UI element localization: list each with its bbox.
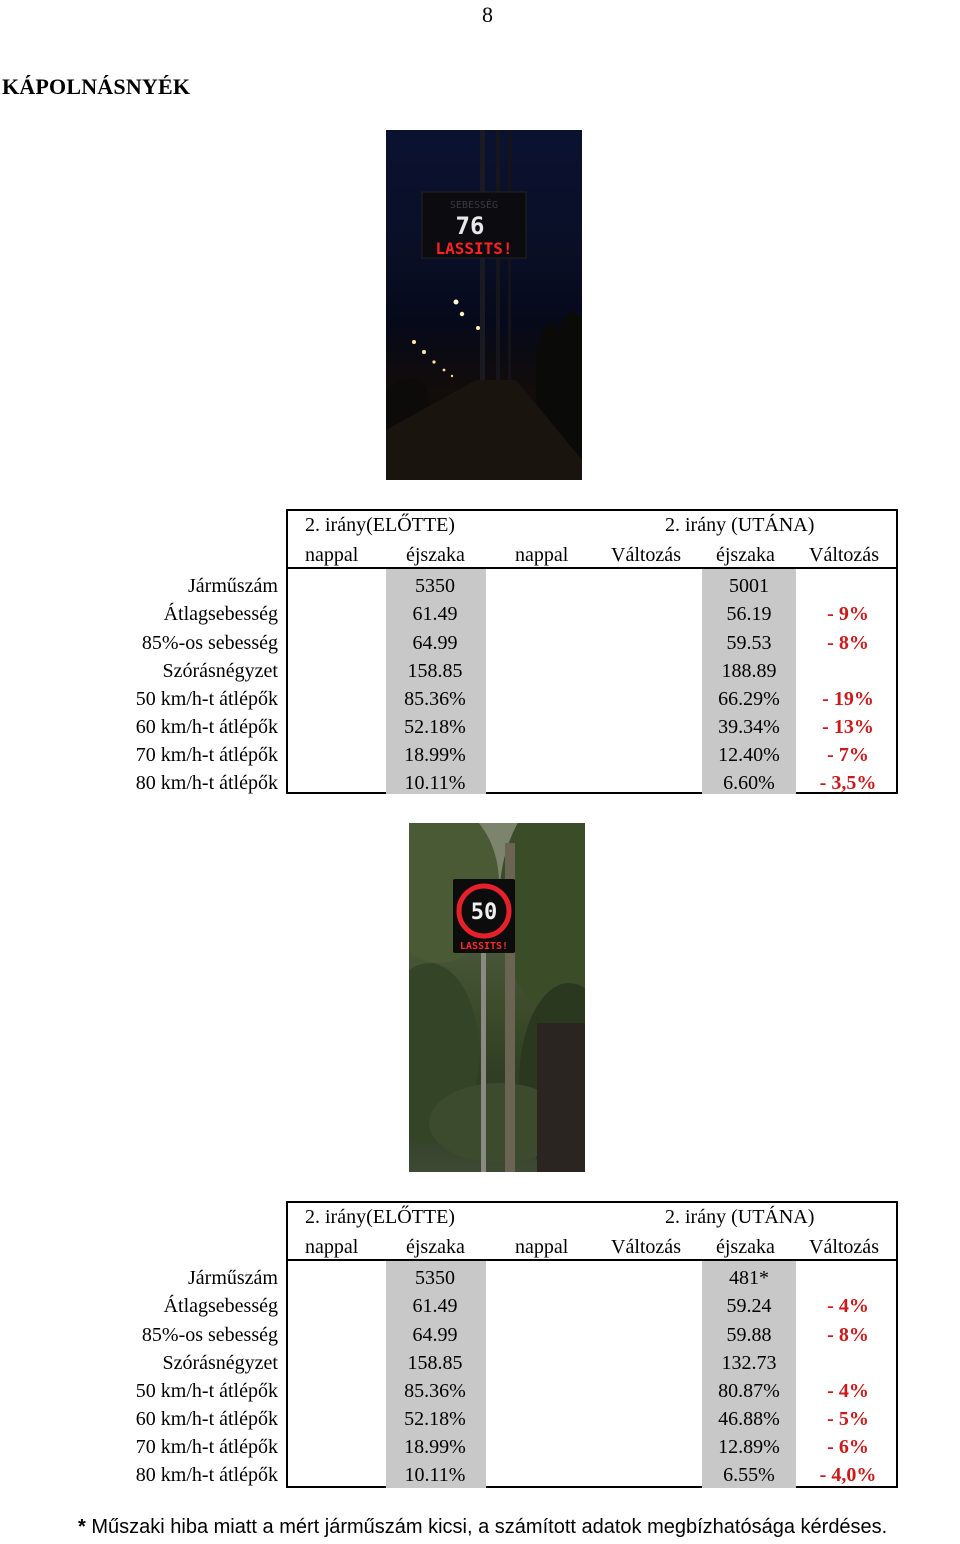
column-header: Változás xyxy=(611,1236,681,1258)
night-speed-sign-photo xyxy=(386,130,582,480)
row-label: Járműszám xyxy=(188,1267,278,1289)
before-night-value: 5350 xyxy=(415,575,455,597)
row-label: Átlagsebesség xyxy=(163,1295,278,1317)
change-value: - 4% xyxy=(827,1295,869,1317)
column-header: nappal xyxy=(305,544,359,566)
column-header: éjszaka xyxy=(716,1236,775,1258)
row-label: Szórásnégyzet xyxy=(162,1352,278,1374)
direction-after-heading: 2. irány (UTÁNA) xyxy=(665,1206,815,1228)
header-divider xyxy=(286,567,898,569)
before-night-value: 52.18% xyxy=(404,1408,466,1430)
footnote-text: Műszaki hiba miatt a mért járműszám kicsi, a számított adatok megbízhatósága kérdéses. xyxy=(91,1516,888,1538)
before-night-value: 158.85 xyxy=(407,660,463,682)
after-night-value: 39.34% xyxy=(718,716,780,738)
before-night-value: 18.99% xyxy=(404,1436,466,1458)
row-label: 60 km/h-t átlépők xyxy=(135,1408,278,1430)
sign-slow-down-text: LASSITS! xyxy=(459,941,509,952)
column-header: Változás xyxy=(809,544,879,566)
before-night-value: 61.49 xyxy=(412,1295,458,1317)
speed-statistics-table-2 xyxy=(100,1201,900,1491)
place-title: KÁPOLNÁSNYÉK xyxy=(2,74,191,99)
before-night-value: 5350 xyxy=(415,1267,455,1289)
before-night-value: 10.11% xyxy=(404,772,466,794)
before-night-value: 64.99 xyxy=(412,1324,458,1346)
after-night-value: 46.88% xyxy=(718,1408,780,1430)
row-label: Járműszám xyxy=(188,575,278,597)
before-night-value: 18.99% xyxy=(404,744,466,766)
before-night-value: 10.11% xyxy=(404,1464,466,1486)
change-value: - 3,5% xyxy=(819,772,877,794)
sign-slow-down-text: LASSITS! xyxy=(435,239,513,258)
before-night-value: 52.18% xyxy=(404,716,466,738)
direction-before-heading: 2. irány(ELŐTTE) xyxy=(305,514,455,536)
after-night-value: 188.89 xyxy=(721,660,777,682)
after-night-value: 80.87% xyxy=(718,1380,780,1402)
direction-before-heading: 2. irány(ELŐTTE) xyxy=(305,1206,455,1228)
row-label: 50 km/h-t átlépők xyxy=(135,688,278,710)
change-value: - 4% xyxy=(827,1380,869,1402)
before-night-value: 85.36% xyxy=(404,688,466,710)
column-header: éjszaka xyxy=(406,544,465,566)
change-value: - 9% xyxy=(827,603,869,625)
after-night-value: 6.60% xyxy=(723,772,775,794)
footnote-star: * xyxy=(78,1516,86,1538)
direction-after-heading: 2. irány (UTÁNA) xyxy=(665,514,815,536)
change-value: - 4,0% xyxy=(819,1464,877,1486)
row-label: 85%-os sebesség xyxy=(141,1324,278,1346)
day-speed-sign-photo xyxy=(409,823,585,1172)
change-value: - 8% xyxy=(827,632,869,654)
after-night-value: 12.40% xyxy=(718,744,780,766)
row-label: 60 km/h-t átlépők xyxy=(135,716,278,738)
after-night-value: 5001 xyxy=(729,575,769,597)
after-night-value: 6.55% xyxy=(723,1464,775,1486)
column-header: nappal xyxy=(305,1236,359,1258)
row-label: 80 km/h-t átlépők xyxy=(135,1464,278,1486)
after-night-value: 59.53 xyxy=(726,632,772,654)
header-divider xyxy=(286,1259,898,1261)
column-header: éjszaka xyxy=(716,544,775,566)
change-value: - 5% xyxy=(827,1408,869,1430)
column-header: éjszaka xyxy=(406,1236,465,1258)
before-night-value: 64.99 xyxy=(412,632,458,654)
column-header: Változás xyxy=(611,544,681,566)
after-night-value: 59.88 xyxy=(726,1324,772,1346)
row-label: Átlagsebesség xyxy=(163,603,278,625)
before-night-value: 85.36% xyxy=(404,1380,466,1402)
after-night-value: 59.24 xyxy=(726,1295,772,1317)
row-label: Szórásnégyzet xyxy=(162,660,278,682)
sign-small-text: SEBESSÉG xyxy=(449,200,499,211)
change-value: - 6% xyxy=(827,1436,869,1458)
after-night-value: 56.19 xyxy=(726,603,772,625)
after-night-value: 12.89% xyxy=(718,1436,780,1458)
change-value: - 8% xyxy=(827,1324,869,1346)
column-header: nappal xyxy=(515,1236,569,1258)
sign-speed-limit-value: 50 xyxy=(470,900,498,925)
day-scene-illustration xyxy=(409,823,585,1172)
night-scene-illustration xyxy=(386,130,582,480)
sign-speed-value: 76 xyxy=(455,212,485,240)
change-value: - 13% xyxy=(822,716,874,738)
after-night-value: 132.73 xyxy=(721,1352,777,1374)
after-night-value: 481* xyxy=(729,1267,769,1289)
before-night-value: 61.49 xyxy=(412,603,458,625)
row-label: 70 km/h-t átlépők xyxy=(135,1436,278,1458)
row-label: 80 km/h-t átlépők xyxy=(135,772,278,794)
column-header: nappal xyxy=(515,544,569,566)
after-night-value: 66.29% xyxy=(718,688,780,710)
page-number: 8 xyxy=(482,2,493,27)
row-label: 50 km/h-t átlépők xyxy=(135,1380,278,1402)
change-value: - 7% xyxy=(827,744,869,766)
column-header: Változás xyxy=(809,1236,879,1258)
change-value: - 19% xyxy=(822,688,874,710)
speed-statistics-table-1 xyxy=(100,509,900,796)
row-label: 85%-os sebesség xyxy=(141,632,278,654)
before-night-value: 158.85 xyxy=(407,1352,463,1374)
footnote xyxy=(78,1516,887,1539)
row-label: 70 km/h-t átlépők xyxy=(135,744,278,766)
